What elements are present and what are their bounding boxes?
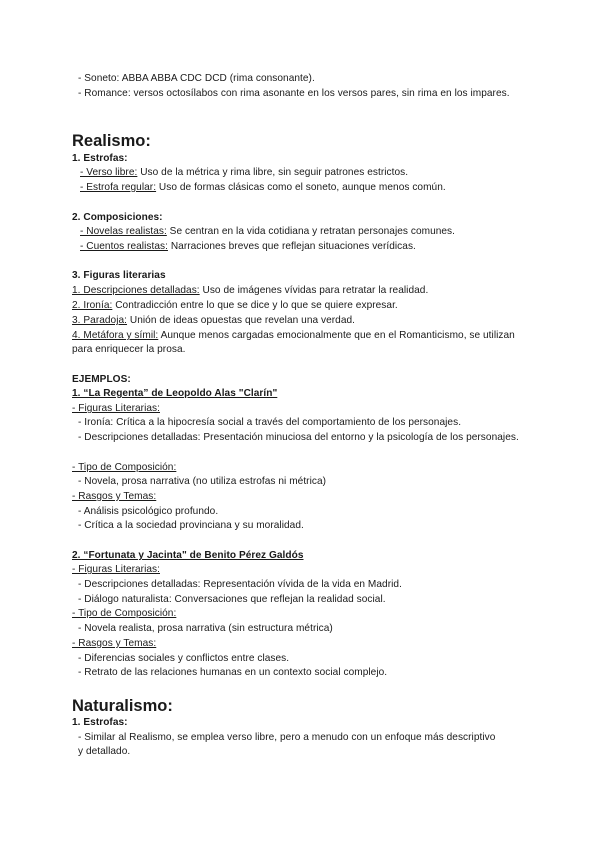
obra1-title: 1. “La Regenta” de Leopoldo Alas "Clarín" xyxy=(72,388,278,399)
composicion-item: - Cuentos realistas: Narraciones breves que reflejan situaciones verídicas. xyxy=(80,241,416,252)
obra2-tipo: - Novela realista, prosa narrativa (sin estructura métrica) xyxy=(78,623,333,634)
obra1-figura: - Ironía: Crítica a la hipocresía social a través del comportamiento de los personajes. xyxy=(78,417,462,428)
obra1-tipo: - Novela, prosa narrativa (no utiliza estrofas ni métrica) xyxy=(78,476,327,487)
figura-item: 3. Paradoja: Unión de ideas opuestas que revelan una verdad. xyxy=(72,315,356,326)
obra1-tipo-label: - Tipo de Composición: xyxy=(72,462,177,473)
section-title-realismo: Realismo: xyxy=(72,132,151,150)
obra1-rasgo: - Crítica a la sociedad provinciana y su moralidad. xyxy=(78,520,304,531)
figura-item: 1. Descripciones detalladas: Uso de imágenes vívidas para retratar la realidad. xyxy=(72,285,429,296)
section-title-naturalismo: Naturalismo: xyxy=(72,697,173,715)
soneto-line: - Soneto: ABBA ABBA CDC DCD (rima consonante). xyxy=(78,73,315,84)
obra2-tipo-label: - Tipo de Composición: xyxy=(72,608,177,619)
obra2-rasgos-label: - Rasgos y Temas: xyxy=(72,638,157,649)
composicion-item: - Novelas realistas: Se centran en la vida cotidiana y retratan personajes comunes. xyxy=(80,226,456,237)
obra1-rasgo: - Análisis psicológico profundo. xyxy=(78,506,219,517)
figuras-heading: 3. Figuras literarias xyxy=(72,270,166,281)
obra1-rasgos-label: - Rasgos y Temas: xyxy=(72,491,157,502)
obra2-rasgo: - Diferencias sociales y conflictos entre clases. xyxy=(78,653,290,664)
estrofa-item: - Estrofa regular: Uso de formas clásicas como el soneto, aunque menos común. xyxy=(80,182,446,193)
romance-line: - Romance: versos octosílabos con rima asonante en los versos pares, sin rima en los impares. xyxy=(78,88,510,99)
naturalismo-estrofas-text: - Similar al Realismo, se emplea verso libre, pero a menudo con un enfoque más descriptivo y detallado. xyxy=(78,732,496,757)
obra2-title: 2. “Fortunata y Jacinta" de Benito Pérez Galdós xyxy=(72,550,304,561)
obra2-figuras-label: - Figuras Literarias: xyxy=(72,564,160,575)
naturalismo-estrofas-heading: 1. Estrofas: xyxy=(72,717,128,728)
figura-item: 2. Ironía: Contradicción entre lo que se dice y lo que se quiere expresar. xyxy=(72,300,398,311)
estrofa-item: - Verso libre: Uso de la métrica y rima libre, sin seguir patrones estrictos. xyxy=(80,167,409,178)
figura-item: 4. Metáfora y símil: Aunque menos cargadas emocionalmente que en el Romanticismo, se utilizan para enriquecer la prosa. xyxy=(72,330,515,355)
composiciones-heading: 2. Composiciones: xyxy=(72,212,163,223)
obra2-rasgo: - Retrato de las relaciones humanas en un contexto social complejo. xyxy=(78,667,388,678)
obra1-figura: - Descripciones detalladas: Presentación minuciosa del entorno y la psicología de los personajes. xyxy=(78,432,519,443)
estrofas-heading: 1. Estrofas: xyxy=(72,153,128,164)
obra1-figuras-label: - Figuras Literarias: xyxy=(72,403,160,414)
obra2-figura: - Diálogo naturalista: Conversaciones que reflejan la realidad social. xyxy=(78,594,386,605)
ejemplos-heading: EJEMPLOS: xyxy=(72,374,131,385)
obra2-figura: - Descripciones detalladas: Representación vívida de la vida en Madrid. xyxy=(78,579,402,590)
